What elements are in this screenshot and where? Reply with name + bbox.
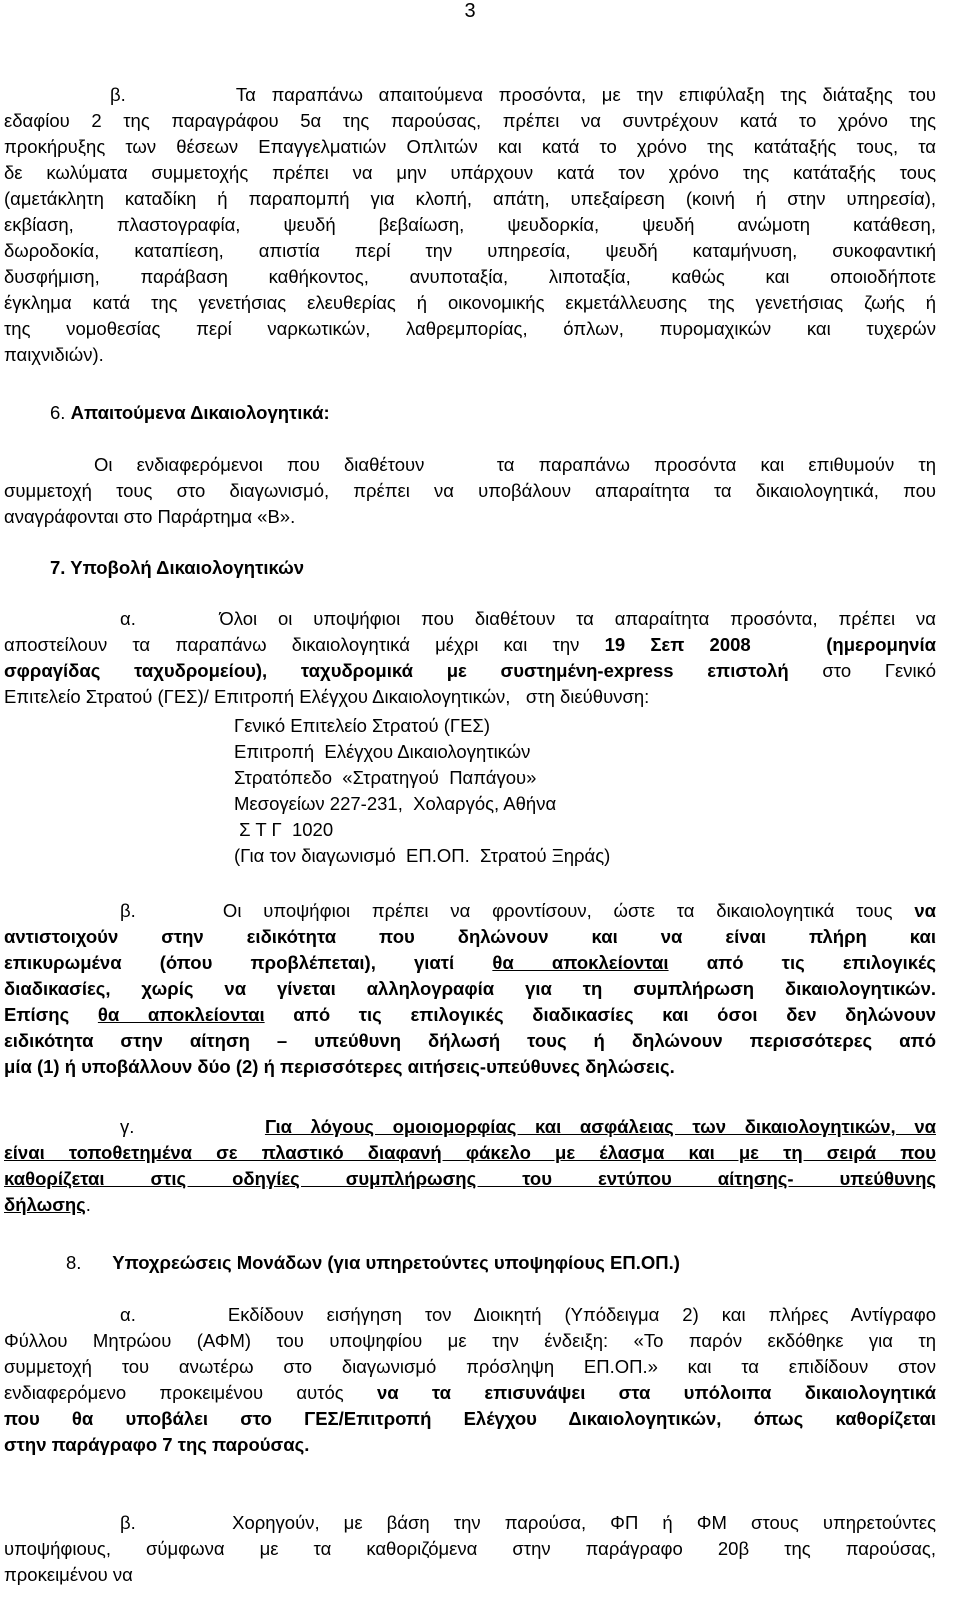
text-line: έγκλημα κατά της γενετήσιας ελευθερίας ή οικονομικής εκμετάλλευσης της γενετήσιας ζωής ή [4, 292, 936, 313]
text-line: επικυρωμένα (όπου προβλέπεται), γιατί θα αποκλείονται από τις επιλογικές [4, 952, 937, 973]
section-6-heading [4, 400, 936, 426]
section-title: Υποχρεώσεις Μονάδων (για υπηρετούντες υποψηφίους ΕΠ.ΟΠ.) [112, 1252, 680, 1273]
text-line: β. Χορηγούν, με βάση την παρούσα, ΦΠ ή ΦΜ στους υπηρετούντες [120, 1512, 936, 1533]
section-8-heading [4, 1250, 936, 1276]
section-title: 7. Υποβολή Δικαιολογητικών [50, 557, 305, 578]
text-line: ειδικότητα στην αίτηση – υπεύθυνη δήλωσή τους ή δηλώνουν περισσότερες από [4, 1030, 936, 1051]
text-line: β. Τα παραπάνω απαιτούμενα προσόντα, με την επιφύλαξη της διάταξης του [110, 84, 936, 105]
text-line: εδαφίου 2 της παραγράφου 5α της παρούσας, πρέπει να συντρέχουν κατά το χρόνο της [4, 110, 936, 131]
text-line: στην παράγραφο 7 της παρούσας. [4, 1434, 310, 1455]
address-line: (Για τον διαγωνισμό ΕΠ.ΟΠ. Στρατού Ξηράς) [234, 845, 611, 866]
text-line: που θα υποβάλει στο ΓΕΣ/Επιτροπή Ελέγχου Δικαιολογητικών, όπως καθορίζεται [4, 1408, 936, 1429]
mailing-address [234, 713, 610, 869]
text-line: συμμετοχή του ανωτέρω στο διαγωνισμό πρόσληψη ΕΠ.ΟΠ.» και τα επιδίδουν στον [4, 1356, 936, 1377]
address-line: Στρατόπεδο «Στρατηγού Παπάγου» [234, 767, 537, 788]
address-line: Σ Τ Γ 1020 [234, 819, 334, 840]
text-line: β. Οι υποψήφιοι πρέπει να φροντίσουν, ώστε τα δικαιολογητικά τους να [120, 900, 936, 921]
text-line: συμμετοχή τους στο διαγωνισμό, πρέπει να υποβάλουν απαραίτητα τα δικαιολογητικά, που [4, 480, 936, 501]
text-line: μία (1) ή υποβάλλουν δύο (2) ή περισσότερες αιτήσεις-υπεύθυνες δηλώσεις. [4, 1056, 675, 1077]
text-line: δήλωσης. [4, 1194, 91, 1215]
text-line: Οι ενδιαφερόμενοι που διαθέτουν τα παραπάνω προσόντα και επιθυμούν τη [94, 454, 936, 475]
text-line: εκβίαση, πλαστογραφία, ψευδή βεβαίωση, ψευδορκία, ψευδή ανώμοτη κατάθεση, [4, 214, 936, 235]
text-line: δυσφήμιση, παράβαση καθήκοντος, ανυποταξία, λιποταξία, καθώς και οποιοδήποτε [4, 266, 936, 287]
deadline-date: 19 Σεπ 2008 (ημερομηνία [604, 634, 936, 655]
text-line: προκειμένου να [4, 1564, 133, 1585]
text-line: (αμετάκλητη καταδίκη ή παραπομπή για κλοπή, απάτη, υπεξαίρεση (κοινή ή στην υπηρεσία), [4, 188, 936, 209]
text-line: αναγράφονται στο Παράρτημα «Β». [4, 506, 296, 527]
page-number: 3 [464, 0, 476, 22]
section-title: Απαιτούμενα Δικαιολογητικά: [70, 402, 330, 423]
section-7-c [4, 1114, 936, 1218]
section-6-body [4, 452, 936, 530]
section-number: 8. [66, 1252, 82, 1273]
text-line: δωροδοκία, καταπίεση, απιστία περί την υπηρεσία, ψευδή καταμήνυση, συκοφαντική [4, 240, 936, 261]
text-line: ενδιαφερόμενο προκειμένου αυτός να τα επισυνάψει στα υπόλοιπα δικαιολογητικά [4, 1382, 937, 1403]
paragraph-eligibility [4, 82, 936, 368]
text-line: της νομοθεσίας περί ναρκωτικών, λαθρεμπορίας, όπλων, πυρομαχικών και τυχερών [4, 318, 936, 339]
text-line: δε κωλύματα συμμετοχής πρέπει να μην υπάρχουν κατά τον χρόνο της κατάταξής τους [4, 162, 936, 183]
address-line: Επιτροπή Ελέγχου Δικαιολογητικών [234, 741, 531, 762]
section-8-a [4, 1302, 936, 1458]
address-line: Μεσογείων 227-231, Χολαργός, Αθήνα [234, 793, 557, 814]
text-line: α. Όλοι οι υποψήφιοι που διαθέτουν τα απαραίτητα προσόντα, πρέπει να [120, 608, 936, 629]
text-line: Φύλλου Μητρώου (ΑΦΜ) του υποψηφίου με την ένδειξη: «Το παρόν εκδόθηκε για τη [4, 1330, 936, 1351]
text-line: παιχνιδιών). [4, 344, 104, 365]
text-line: προκήρυξης των θέσεων Επαγγελματιών Οπλιτών και κατά το χρόνο της κατάταξής τους, τα [4, 136, 936, 157]
section-7-heading [4, 555, 936, 581]
text-line: αντιστοιχούν στην ειδικότητα που δηλώνουν και να είναι πλήρη και [4, 926, 936, 947]
section-number: 6. [50, 402, 66, 423]
text-line: σφραγίδας ταχυδρομείου), ταχυδρομικά με συστημένη-express επιστολή στο Γενικό [4, 660, 936, 681]
text-line: α. Εκδίδουν εισήγηση τον Διοικητή (Υπόδειγμα 2) και πλήρες Αντίγραφο [120, 1304, 936, 1325]
text-line: υποψήφιους, σύμφωνα με τα καθοριζόμενα στην παράγραφο 20β της παρούσας, [4, 1538, 936, 1559]
section-7-a [4, 606, 936, 710]
text-line: γ. Για λόγους ομοιομορφίας και ασφάλειας των δικαιολογητικών, να [120, 1116, 936, 1137]
text-line: Επίσης θα αποκλείονται από τις επιλογικές διαδικασίες και όσοι δεν δηλώνουν [4, 1004, 936, 1025]
text-line: διαδικασίες, χωρίς να γίνεται αλληλογραφία για τη συμπλήρωση δικαιολογητικών. [4, 978, 936, 999]
text-line: είναι τοποθετημένα σε πλαστικό διαφανή φάκελο με έλασμα και με τη σειρά που [4, 1142, 936, 1163]
section-8-b [4, 1510, 936, 1588]
address-line: Γενικό Επιτελείο Στρατού (ΓΕΣ) [234, 715, 491, 736]
text-line: καθορίζεται στις οδηγίες συμπλήρωσης του εντύπου αίτησης- υπεύθυνης [4, 1168, 936, 1189]
section-7-b [4, 898, 936, 1080]
text-line: Επιτελείο Στρατού (ΓΕΣ)/ Επιτροπή Ελέγχου Δικαιολογητικών, στη διεύθυνση: [4, 686, 650, 707]
text-line: αποστείλουν τα παραπάνω δικαιολογητικά μέχρι και την 19 Σεπ 2008 (ημερομηνία [4, 634, 936, 655]
